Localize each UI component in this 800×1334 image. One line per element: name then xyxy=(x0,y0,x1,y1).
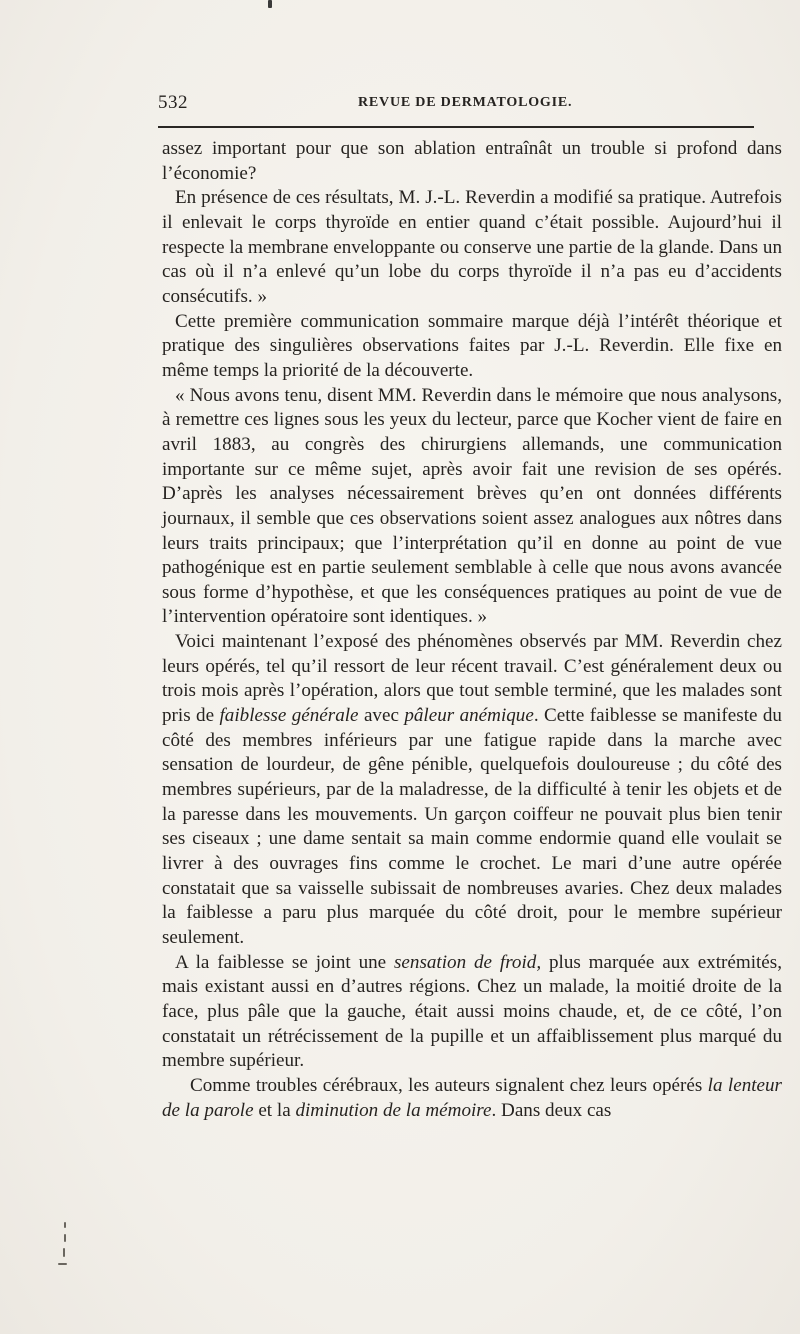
paragraph xyxy=(162,137,782,186)
paragraph xyxy=(162,186,782,309)
text-run: En présence de ces résultats, M. J.-L. Reverdin a modifié sa pratique. Autrefois il enlevait le corps thyroïde en entier quand c’était possible. Aujourd’hui il respecte la membrane enveloppante ou conserve une partie de la glande. Dans un cas où il n’a enlevé qu’un lobe du corps thyroïde il n’a pas eu d’accidents consécutifs. » xyxy=(162,187,782,307)
text-run: et la xyxy=(253,1099,296,1121)
text-run: . Dans deux cas xyxy=(491,1099,612,1121)
text-run: avec xyxy=(358,705,405,727)
page-header xyxy=(158,92,754,116)
text-run: Comme troubles cérébraux, les auteurs signalent chez leurs opérés xyxy=(190,1074,708,1096)
margin-marks xyxy=(58,1222,70,1272)
text-run: Voici maintenant l’exposé des phénomènes observés par MM. Reverdin chez leurs opérés, tel qu’il ressort de leur récent travail. C’est généralement deux ou trois mois après l’opération, alors que tout semble terminé, que les malades sont pris de xyxy=(162,631,782,727)
paragraph xyxy=(162,1074,782,1123)
text-run: Cette première communication sommaire marque déjà l’intérêt théorique et pratique des singulières observations faites par J.-L. Reverdin. Elle fixe en même temps la priorité de la découverte. xyxy=(162,310,782,381)
paragraph xyxy=(162,630,782,951)
paragraph xyxy=(162,384,782,631)
paragraph xyxy=(162,951,782,1074)
body-text xyxy=(162,137,782,1123)
italic-text: sensation de froid, xyxy=(394,951,542,973)
running-title: REVUE DE DERMATOLOGIE. xyxy=(358,95,573,110)
italic-text: diminution de la mémoire xyxy=(295,1099,492,1121)
italic-text: faiblesse générale xyxy=(219,705,359,727)
italic-text: pâleur anémique xyxy=(404,705,534,727)
text-run: A la faiblesse se joint une xyxy=(175,951,394,973)
text-run: plus marquée aux extrémités, mais existant aussi en d’autres régions. Chez un malade, la moitié droite de la face, plus pâle que la gauche, était aussi moins chaude, et, de ce côté, l’on constatait un rétrécissement de la pupille et un affaiblissement plus marqué du membre supérieur. xyxy=(162,951,782,1072)
text-run: assez important pour que son ablation entraînât un trouble si profond dans l’économie? xyxy=(162,138,782,184)
ink-speck xyxy=(268,0,272,8)
header-rule xyxy=(158,126,754,128)
paragraph xyxy=(162,310,782,384)
italic-text: la lenteur de la parole xyxy=(162,1074,782,1121)
page-number: 532 xyxy=(158,92,188,113)
text-run: . Cette faiblesse se manifeste du côté des membres inférieurs par une fatigue rapide dans la marche avec sensation de lourdeur, de gêne pénible, quelquefois douloureuse ; du côté des membres supérieurs, par de la maladresse, de la difficulté à tenir les objets et de la paresse dans les mouvements. Un garçon coiffeur ne pouvait plus bien tenir ses ciseaux ; une dame sentait sa main comme endormie quand elle voulait se livrer à des ouvrages fins comme le crochet. Le mari d’une autre opérée constatait que sa vaisselle subissait de nombreuses avaries. Chez deux malades la faiblesse a paru plus marquée du côté droit, pour le membre supérieur seulement. xyxy=(162,705,782,948)
text-run: « Nous avons tenu, disent MM. Reverdin dans le mémoire que nous analysons, à remettre ces lignes sous les yeux du lecteur, parce que Kocher vient de faire en avril 1883, au congrès des chirurgiens allemands, une communication importante sur ce même sujet, après avoir fait une revision de ses opérés. D’après les analyses nécessairement brèves qu’en ont données différents journaux, il semble que ces observations soient assez analogues aux nôtres dans leurs traits principaux; que l’interprétation qu’il en donne au point de vue pathogénique est en partie seulement semblable à celle que nous avons avancée sous forme d’hypothèse, et que les conséquences pratiques au point de vue de l’intervention opératoire sont identiques. » xyxy=(162,384,782,628)
